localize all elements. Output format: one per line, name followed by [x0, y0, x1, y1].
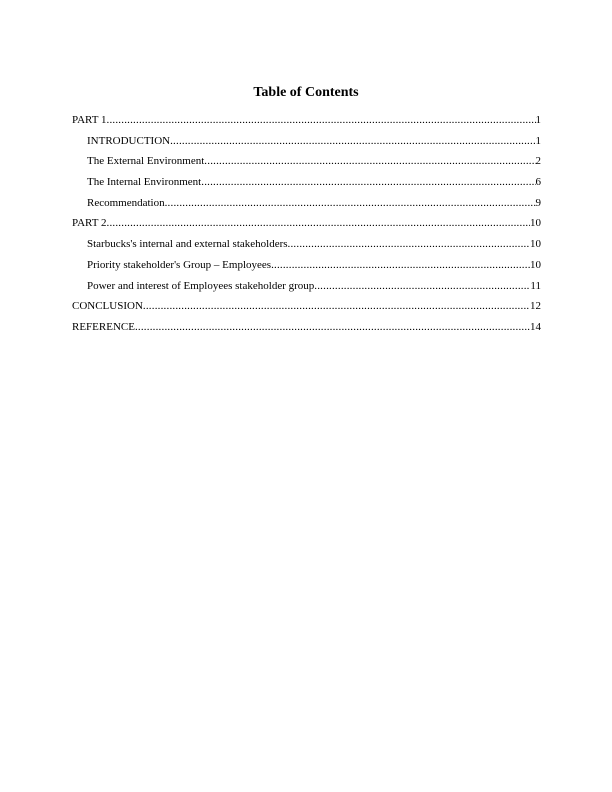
- toc-entry-page-number: 1: [535, 114, 541, 126]
- toc-entry-label: Priority stakeholder's Group – Employees: [87, 258, 272, 271]
- toc-entry-label: INTRODUCTION: [87, 134, 171, 147]
- toc-entry-external-environment[interactable]: [72, 154, 541, 175]
- toc-entry-label: The Internal Environment: [87, 176, 202, 189]
- toc-dot-leader: [204, 154, 535, 168]
- toc-list: [72, 113, 541, 341]
- toc-entry-page-number: 1: [535, 134, 541, 147]
- toc-dot-leader: [288, 237, 530, 251]
- toc-dot-leader: [201, 175, 535, 189]
- toc-dot-leader: [271, 258, 530, 272]
- toc-entry-page-number: 10: [530, 238, 541, 251]
- toc-dot-leader: [143, 299, 530, 313]
- toc-entry-page-number: 14: [530, 320, 541, 333]
- toc-entry-power-and-interest[interactable]: [72, 279, 541, 300]
- toc-entry-page-number: 12: [530, 300, 541, 313]
- toc-entry-introduction[interactable]: [72, 134, 541, 155]
- toc-entry-label: Recommendation: [87, 196, 165, 209]
- toc-entry-part-2[interactable]: [72, 216, 541, 237]
- toc-entry-page-number: 10: [530, 217, 541, 230]
- toc-entry-page-number: 11: [530, 279, 541, 292]
- toc-dot-leader: [107, 113, 536, 127]
- toc-entry-internal-environment[interactable]: [72, 175, 541, 196]
- toc-entry-conclusion[interactable]: [72, 299, 541, 320]
- toc-entry-priority-stakeholder-group[interactable]: [72, 258, 541, 279]
- toc-entry-label: Starbucks's internal and external stakeholders: [87, 238, 288, 251]
- toc-entry-label: CONCLUSION: [72, 300, 143, 313]
- toc-entry-stakeholders[interactable]: [72, 237, 541, 258]
- toc-dot-leader: [165, 196, 536, 210]
- toc-entry-part-1[interactable]: [72, 113, 541, 134]
- toc-dot-leader: [107, 216, 531, 230]
- toc-entry-page-number: 9: [535, 196, 541, 209]
- toc-entry-label: The External Environment: [87, 155, 205, 168]
- toc-dot-leader: [314, 279, 530, 293]
- toc-title: Table of Contents: [253, 85, 359, 100]
- toc-entry-page-number: 2: [535, 155, 541, 168]
- toc-dot-leader: [170, 134, 535, 148]
- toc-entry-label: PART 2: [72, 217, 107, 230]
- toc-entry-recommendation[interactable]: [72, 196, 541, 217]
- toc-entry-page-number: 6: [535, 176, 541, 189]
- toc-dot-leader: [135, 320, 530, 334]
- toc-entry-label: REFERENCE: [72, 320, 135, 333]
- toc-entry-label: Power and interest of Employees stakeholder group: [87, 279, 315, 292]
- toc-entry-label: PART 1: [72, 114, 107, 126]
- toc-entry-reference[interactable]: [72, 320, 541, 341]
- toc-entry-page-number: 10: [530, 258, 541, 271]
